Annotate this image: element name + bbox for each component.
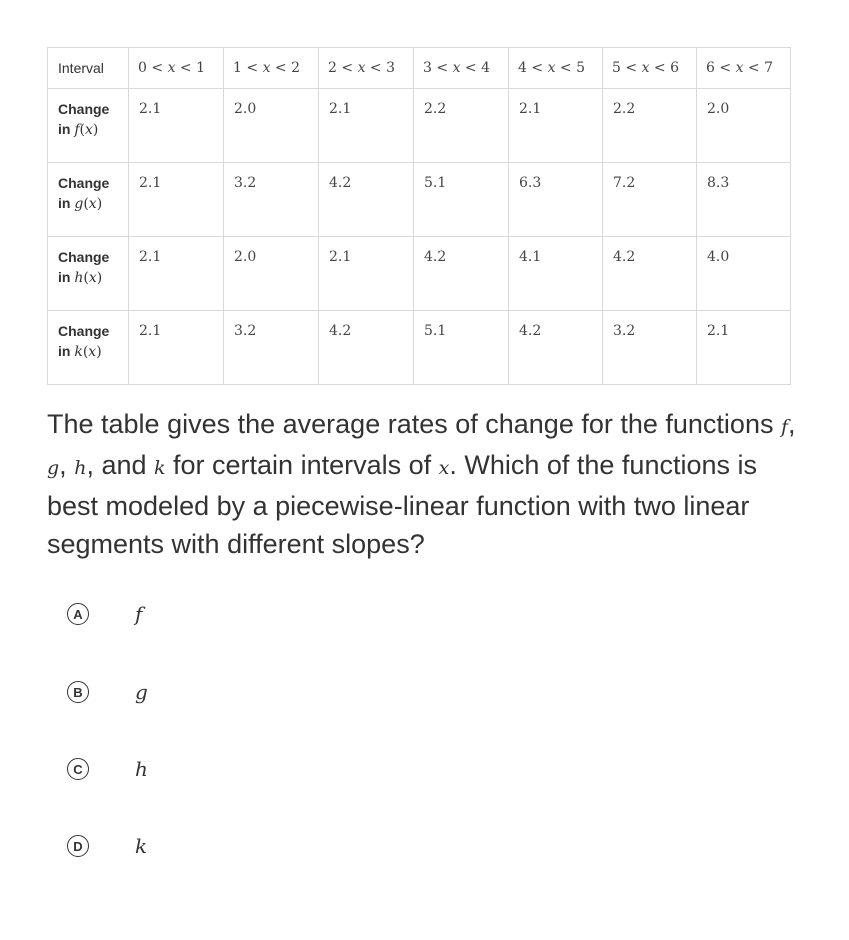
var-x: x	[438, 457, 450, 479]
table-cell: 5.1	[414, 163, 509, 237]
row-header-change-in-h	[48, 237, 129, 311]
in-label: in	[58, 269, 71, 285]
choice-d[interactable]	[67, 833, 147, 859]
interval-operator: <	[179, 60, 192, 76]
choice-c-answer: h	[135, 757, 148, 781]
interval-column-header	[509, 48, 603, 89]
interval-variable: x	[167, 60, 176, 76]
function-name: f	[74, 122, 80, 138]
interval-column-header	[697, 48, 791, 89]
question-part-3: . Which of the functions is best modeled by a piecewise-linear function with two linear segments with different slopes?	[47, 450, 757, 559]
question-page	[47, 47, 791, 385]
open-paren: (	[79, 122, 85, 138]
interval-upper-bound: 4	[481, 60, 491, 76]
table-cell: 2.2	[414, 89, 509, 163]
interval-variable: x	[262, 60, 271, 76]
table-cell: 4.2	[319, 311, 414, 385]
interval-lower-bound: 1	[233, 60, 242, 76]
interval-variable: x	[735, 60, 744, 76]
question-text	[47, 405, 807, 563]
question-sep-1: ,	[788, 409, 796, 439]
interval-column-header	[319, 48, 414, 89]
interval-operator: <	[464, 60, 477, 76]
table-cell: 4.2	[414, 237, 509, 311]
table-cell: 4.0	[697, 237, 791, 311]
interval-upper-bound: 1	[196, 60, 206, 76]
rates-table	[47, 47, 791, 385]
close-paren: )	[96, 196, 103, 212]
interval-lower-bound: 5	[612, 60, 621, 76]
row-header-change-in-f	[48, 89, 129, 163]
var-f: f	[780, 416, 789, 438]
table-cell: 3.2	[224, 311, 319, 385]
interval-lower-bound: 4	[518, 60, 527, 76]
function-name: g	[74, 196, 84, 212]
function-argument: x	[88, 270, 97, 286]
interval-column-header	[129, 48, 224, 89]
interval-operator: <	[369, 60, 382, 76]
interval-operator: <	[653, 60, 666, 76]
close-paren: )	[92, 122, 99, 138]
in-label: in	[58, 343, 71, 359]
open-paren: (	[83, 196, 89, 212]
interval-operator: <	[625, 60, 638, 76]
choice-c-bubble[interactable]: C	[67, 758, 89, 780]
interval-lower-bound: 6	[706, 60, 715, 76]
table-cell: 2.0	[224, 237, 319, 311]
table-cell: 4.2	[603, 237, 697, 311]
close-paren: )	[96, 270, 103, 286]
interval-lower-bound: 0	[138, 60, 147, 76]
table-cell: 2.1	[509, 89, 603, 163]
interval-operator: <	[747, 60, 760, 76]
function-name: h	[74, 270, 84, 286]
choice-c[interactable]	[67, 756, 148, 782]
interval-variable: x	[357, 60, 366, 76]
table-cell: 5.1	[414, 311, 509, 385]
table-cell: 8.3	[697, 163, 791, 237]
change-label: Change	[58, 101, 110, 117]
change-label: Change	[58, 175, 110, 191]
choice-b-answer: g	[135, 680, 148, 704]
table-cell: 7.2	[603, 163, 697, 237]
table-row	[48, 311, 791, 385]
choice-a-answer: f	[135, 602, 143, 626]
table-row	[48, 237, 791, 311]
var-g: g	[47, 457, 60, 479]
choice-a-bubble[interactable]: A	[67, 603, 89, 625]
close-paren: )	[96, 344, 102, 360]
table-cell: 3.2	[224, 163, 319, 237]
interval-column-header	[224, 48, 319, 89]
table-cell: 3.2	[603, 311, 697, 385]
choice-b[interactable]	[67, 679, 148, 705]
table-body	[48, 89, 791, 385]
interval-operator: <	[274, 60, 287, 76]
interval-operator: <	[719, 60, 732, 76]
interval-operator: <	[531, 60, 544, 76]
in-label: in	[58, 121, 71, 137]
interval-lower-bound: 2	[328, 60, 337, 76]
table-cell: 2.1	[319, 237, 414, 311]
choice-d-answer: k	[135, 834, 148, 858]
change-label: Change	[58, 323, 110, 339]
interval-column-header	[414, 48, 509, 89]
interval-upper-bound: 3	[386, 60, 396, 76]
table-cell: 6.3	[509, 163, 603, 237]
table-cell: 4.2	[509, 311, 603, 385]
table-cell: 2.1	[697, 311, 791, 385]
interval-upper-bound: 7	[764, 60, 774, 76]
table-cell: 2.1	[129, 163, 224, 237]
table-cell: 2.0	[697, 89, 791, 163]
table-cell: 4.2	[319, 163, 414, 237]
interval-column-header	[603, 48, 697, 89]
change-label: Change	[58, 249, 110, 265]
table-cell: 4.1	[509, 237, 603, 311]
row-header-change-in-g	[48, 163, 129, 237]
in-label: in	[58, 195, 71, 211]
interval-variable: x	[547, 60, 556, 76]
interval-variable: x	[452, 60, 461, 76]
question-part-1: The table gives the average rates of change for the functions	[47, 409, 781, 439]
choice-d-bubble[interactable]: D	[67, 835, 89, 857]
var-k: k	[154, 457, 166, 479]
table-cell: 2.1	[129, 311, 224, 385]
choice-a[interactable]	[67, 601, 142, 627]
choice-b-bubble[interactable]: B	[67, 681, 89, 703]
interval-upper-bound: 5	[576, 60, 586, 76]
interval-lower-bound: 3	[423, 60, 432, 76]
row-header-change-in-k	[48, 311, 129, 385]
table-header-row	[48, 48, 791, 89]
table-cell: 2.0	[224, 89, 319, 163]
interval-variable: x	[641, 60, 650, 76]
function-name: k	[74, 344, 83, 360]
question-part-2: for certain intervals of	[165, 450, 439, 480]
interval-operator: <	[246, 60, 259, 76]
table-row	[48, 89, 791, 163]
interval-operator: <	[436, 60, 449, 76]
question-sep-3: , and	[86, 450, 154, 480]
table-cell: 2.1	[319, 89, 414, 163]
open-paren: (	[83, 270, 89, 286]
interval-operator: <	[341, 60, 354, 76]
function-argument: x	[88, 196, 97, 212]
interval-operator: <	[151, 60, 164, 76]
table-row	[48, 163, 791, 237]
table-cell: 2.1	[129, 237, 224, 311]
table-cell: 2.2	[603, 89, 697, 163]
interval-upper-bound: 2	[291, 60, 301, 76]
question-sep-2: ,	[59, 450, 75, 480]
function-argument: x	[85, 122, 93, 138]
interval-header: Interval	[48, 48, 129, 89]
var-h: h	[74, 457, 87, 479]
interval-operator: <	[559, 60, 572, 76]
table-cell: 2.1	[129, 89, 224, 163]
open-paren: (	[82, 344, 89, 360]
function-argument: x	[88, 344, 97, 360]
interval-upper-bound: 6	[670, 60, 680, 76]
